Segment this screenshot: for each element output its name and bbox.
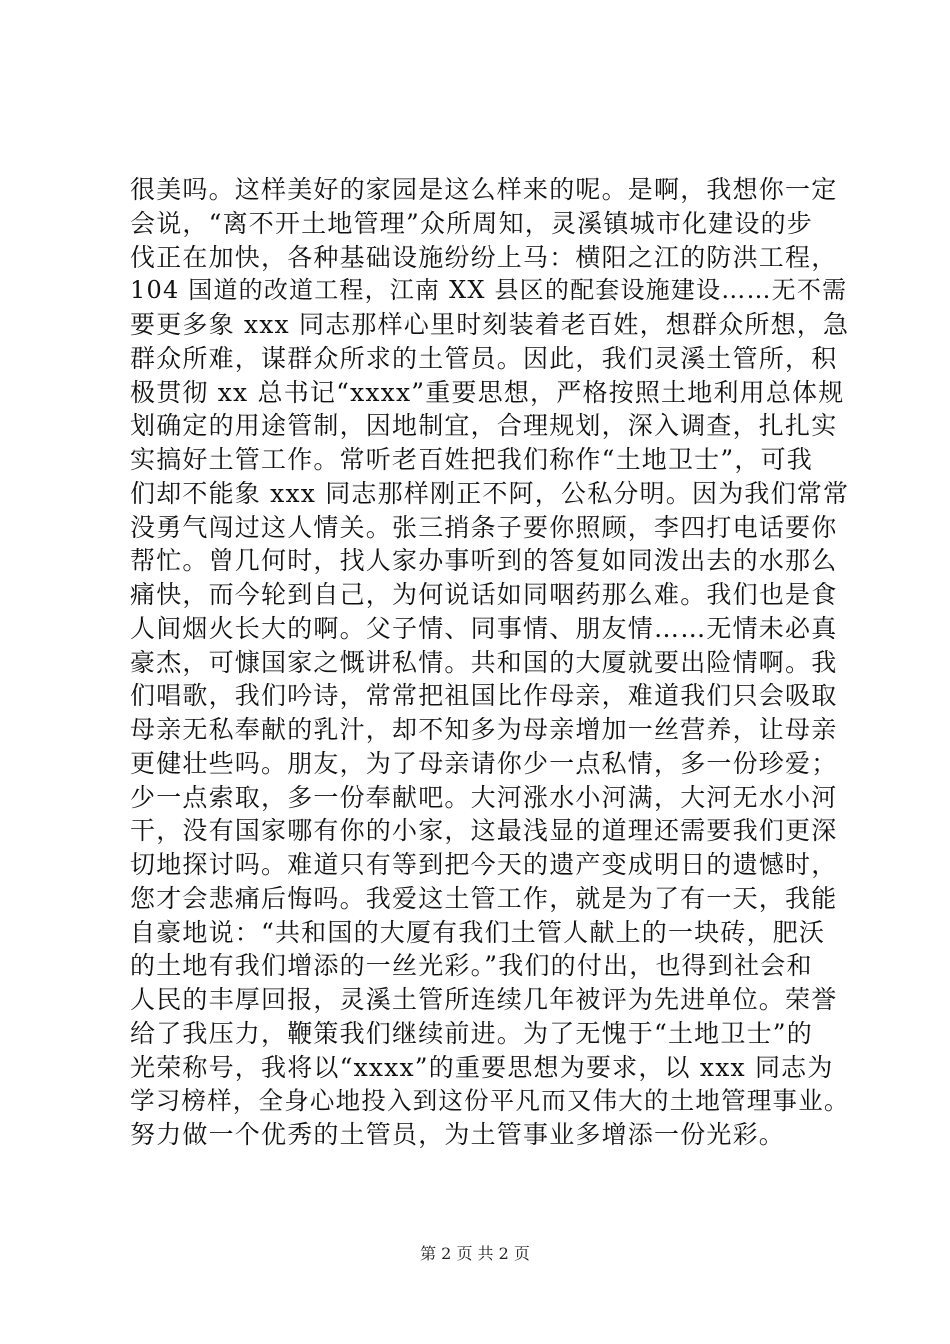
text-line: 豪杰，可慷国家之慨讲私情。共和国的大厦就要出险情啊。我 — [130, 647, 838, 677]
text-line: 干，没有国家哪有你的小家，这最浅显的道理还需要我们更深 — [130, 816, 838, 846]
text-line: 的土地有我们增添的一丝光彩。”我们的付出，也得到社会和 — [130, 951, 813, 981]
text-line: 母亲无私奉献的乳汁，却不知多为母亲增加一丝营养，让母亲 — [130, 715, 838, 744]
text-line: 帮忙。曾几何时，找人家办事听到的答复如同泼出去的水那么 — [130, 546, 838, 576]
text-line: 划确定的用途管制，因地制宜，合理规划，深入调查，扎扎实 — [130, 411, 838, 441]
text-line: 们唱歌，我们吟诗，常常把祖国比作母亲，难道我们只会吸取 — [130, 681, 838, 711]
text-line: 人民的丰厚回报，灵溪土管所连续几年被评为先进单位。荣誉 — [130, 985, 838, 1014]
text-line: 们却不能象 xxx 同志那样刚正不阿，公私分明。因为我们常常 — [130, 478, 850, 508]
text-line: 没勇气闯过这人情关。张三捎条子要你照顾，李四打电话要你 — [130, 512, 838, 542]
text-line: 会说，“离不开土地管理”众所周知，灵溪镇城市化建设的步 — [130, 208, 813, 238]
text-line: 您才会悲痛后悔吗。我爱这土管工作，就是为了有一天，我能 — [130, 883, 838, 913]
text-line: 痛快，而今轮到自己，为何说话如同咽药那么难。我们也是食 — [130, 580, 838, 609]
text-line: 群众所难，谋群众所求的土管员。因此，我们灵溪土管所，积 — [130, 343, 838, 373]
text-line: 努力做一个优秀的土管员，为土管事业多增添一份光彩。 — [130, 1120, 786, 1149]
text-line: 极贯彻 xx 总书记“xxxx”重要思想，严格按照土地利用总体规 — [130, 377, 845, 407]
text-line: 要更多象 xxx 同志那样心里时刻装着老百姓，想群众所想，急 — [130, 310, 850, 339]
text-line: 自豪地说：“共和国的大厦有我们土管人献上的一块砖，肥沃 — [130, 917, 826, 947]
text-line: 伐正在加快，各种基础设施纷纷上马：横阳之江的防洪工程， — [130, 242, 838, 272]
text-line: 少一点索取，多一份奉献吧。大河涨水小河满，大河无水小河 — [130, 782, 838, 812]
text-line: 实搞好土管工作。常听老百姓把我们称作“土地卫士”，可我 — [130, 445, 813, 474]
text-line: 更健壮些吗。朋友，为了母亲请你少一点私情，多一份珍爱； — [130, 748, 838, 778]
text-line: 很美吗。这样美好的家园是这么样来的呢。是啊，我想你一定 — [130, 175, 838, 204]
page-footer: 第 2 页 共 2 页 — [420, 1244, 530, 1263]
text-line: 光荣称号，我将以“xxxx”的重要思想为要求，以 xxx 同志为 — [130, 1052, 834, 1082]
text-line: 104 国道的改道工程，江南 XX 县区的配套设施建设……无不需 — [130, 276, 848, 305]
text-line: 切地探讨吗。难道只有等到把今天的遗产变成明日的遗憾时， — [130, 850, 838, 879]
body-paragraph — [130, 173, 860, 1152]
text-line: 人间烟火长大的啊。父子情、同事情、朋友情……无情未必真 — [130, 613, 838, 643]
text-line: 学习榜样，全身心地投入到这份平凡而又伟大的土地管理事业。 — [130, 1086, 850, 1116]
text-line: 给了我压力，鞭策我们继续前进。为了无愧于“土地卫士”的 — [130, 1018, 813, 1048]
